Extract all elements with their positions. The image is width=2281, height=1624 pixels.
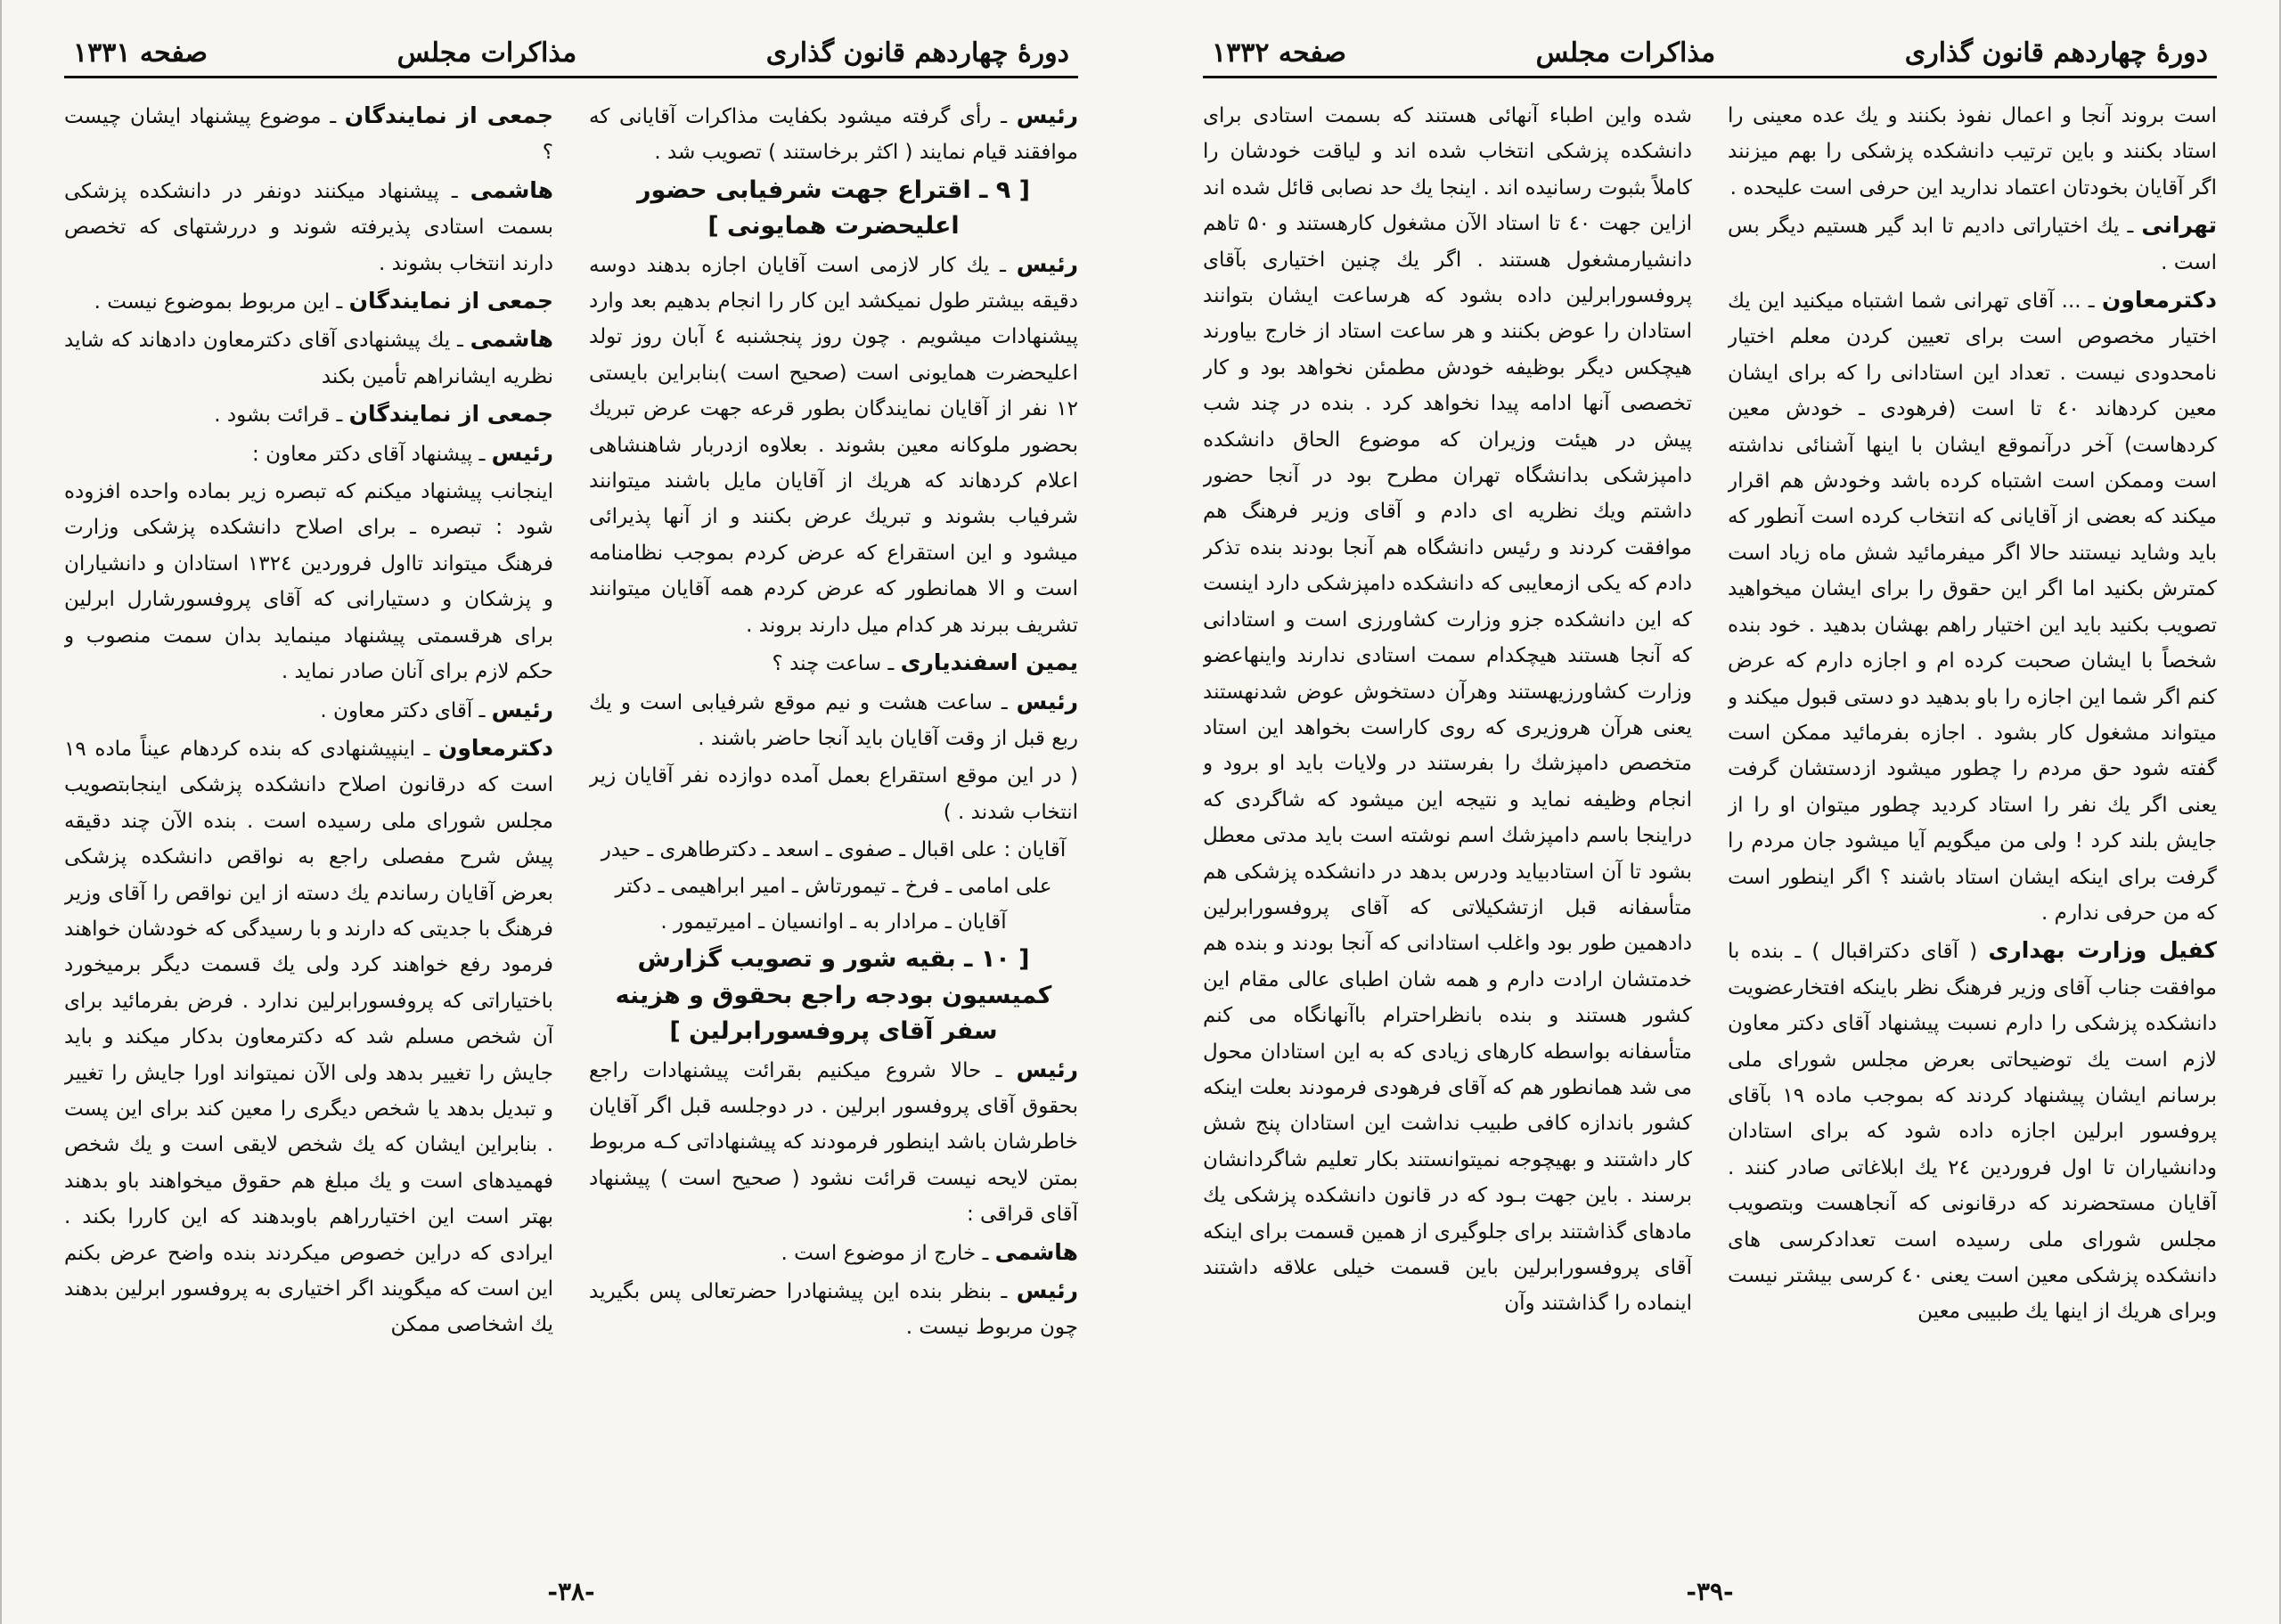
paragraph-text: ـ حالا شروع میکنیم بقرائت پیشنهادات راجع بحقوق آقای پروفسور ابرلین . در دوجلسه قبل اگر آقایان خاطرشان باشد اینطور فرمودند که پیشنهاداتی کـه مربوط بمتن لایحه نیست قرائت نشود ( صحیح است ) پیشنهاد آقای قراقی :	[589, 1058, 1078, 1227]
header-rule	[64, 76, 1078, 78]
paragraph	[1728, 282, 2217, 931]
paragraph	[64, 98, 553, 171]
paragraph	[64, 322, 553, 395]
paragraph	[589, 98, 1078, 171]
speaker-name: جمعی از نمایندگان	[344, 102, 553, 128]
paragraph	[1728, 933, 2217, 1329]
paragraph-text: ـ ساعت هشت و نیم موقع شرفیابی است و یك ربع قبل از وقت آقایان باید آنجا حاضر باشند .	[589, 690, 1078, 750]
paragraph	[1728, 98, 2217, 206]
paragraph	[589, 1273, 1078, 1346]
speaker-name: رئیس	[491, 439, 553, 466]
speaker-name: رئیس	[1016, 102, 1078, 128]
paragraph-text: ـ اینپیشنهادی که بنده کردهام عیناً ماده ۱۹ است که درقانون اصلاح دانشکده پزشکی اینجابتصویب مجلس شورای ملی رسیده است . بنده الآن چند دقیقه پیش شرح مفصلی راجع به نواقص دانشکده پزشکی بعرض آقایان رساندم یك دسته از این نواقص را آقای وزیر فرهنگ با جدیتی که دارند و با رسیدگی که خودشان خواهند فرمود رفع خواهند کرد ولی یك قسمت دیگر برمیخورد باختیاراتی که پروفسورابرلین ندارد . فرض بفرمائید برای آن شخص مسلم شد که دکترمعاون بدکار میکند و باید جایش را تغییر بدهد ولی الآن نمیتواند اورا جایش را تغییر و تبدیل بدهد یا شخص دیگری را معین کند برای این پست . بنابراین ایشان که یك شخص لایقی است و یك شخص فهمیدهای است و یك مبلغ هم حقوق میخواهند باو بدهند بهتر است این اختیارراهم باوبدهند که این کاررا بکند . ایرادی که دراین خصوص میکردند بنده واضح عرض بکنم این است که میگویند اگر اختیاری به پروفسور ابرلین بدهند یك اشخاصی ممکن	[64, 737, 553, 1337]
header-page-number: صفحه ۱۳۳۲	[1212, 37, 1347, 69]
page-header	[1203, 37, 2217, 76]
paragraph-text: ( در این موقع استقراع بعمل آمده دوازده نفر آقایان زیر انتخاب شدند . )	[589, 764, 1078, 824]
text-columns	[64, 98, 1078, 1506]
paragraph-text: ـ موضوع پیشنهاد ایشان چیست ؟	[64, 105, 553, 165]
page-footer-number: -۳۸-	[547, 1577, 595, 1606]
speaker-name: جمعی از نمایندگان	[348, 401, 553, 428]
speaker-name: تهرانی	[2141, 212, 2217, 239]
header-title: مذاکرات مجلس	[397, 37, 577, 69]
speaker-name: یمین اسفندیاری	[900, 649, 1078, 676]
paragraph-text: ( آقای دکتراقبال ) ـ بنده با موافقت جناب آقای وزیر فرهنگ نظر باینکه افتخارعضویت دانشکده پزشکی را دارم نسبت پیشنهاد آقای دکتر معاون لازم است یك توضیحاتی بعرض مجلس شورای ملی برسانم ایشان پیشنهاد کردند که بموجب ماده ۱۹ بآقای پروفسور ابرلین اجازه داده شود که برای استادان ودانشیاران تا اول فروردین ۲٤ یك ابلاغاتی صادر کنند . آقایان مستحضرند که درقانونی که آنجاهست وبتصویب مجلس شورای ملی رسیده است تعدادکرسی های دانشکده پزشکی معین است یعنی ٤۰ کرسی بیشتر نیست وبرای هریك از اینها یك طبیبی معین	[1728, 940, 2217, 1324]
speaker-name: رئیس	[1016, 1277, 1078, 1303]
paragraph-text: ـ خارج از موضوع است .	[781, 1241, 989, 1265]
paragraph-text: ـ قرائت بشود .	[214, 404, 343, 428]
page-1331	[0, 0, 1140, 1624]
paragraph-text: اینجانب پیشنهاد میکنم که تبصره زیر بماده واحده افزوده شود : تبصره ـ برای اصلاح دانشکده پزشکی وزارت فرهنگ میتواند تااول فروردین ۱۳۲٤ استادان و دانشیاران و پزشکان و دستیارانی که آقای پروفسورشارل ابرلین برای هرقسمتی پیشنهاد مینماید بدان سمت منصوب و حکم لازم برای آنان صادر نماید .	[64, 480, 553, 684]
paragraph-text: ـ بنظر بنده این پیشنهادرا حضرتعالی پس بگیرید چون مربوط نیست .	[589, 1280, 1078, 1340]
column-left	[64, 98, 553, 1506]
speaker-name: هاشمی	[994, 1238, 1078, 1265]
paragraph	[64, 692, 553, 729]
paragraph-text: ـ یك اختیاراتی دادیم تا ابد گیر هستیم دیگر بس است .	[1728, 215, 2217, 274]
paragraph	[64, 173, 553, 282]
paragraph	[64, 283, 553, 320]
header-rule	[1203, 76, 2217, 78]
paragraph	[64, 730, 553, 1343]
speaker-name: هاشمی	[470, 326, 553, 353]
paragraph	[589, 645, 1078, 681]
speaker-name: رئیس	[1016, 1056, 1078, 1082]
paragraph	[589, 758, 1078, 830]
paragraph-text: ـ رأی گرفته میشود بکفایت مذاکرات آقایانی که موافقند قیام نمایند ( اکثر برخاستند ) تصویب شد .	[589, 105, 1078, 165]
column-right	[589, 98, 1078, 1506]
header-session: دورهٔ چهاردهم قانون گذاری	[1904, 37, 2208, 69]
paragraph	[64, 474, 553, 690]
speaker-name: رئیس	[1016, 688, 1078, 714]
page-footer-number: -۳۹-	[1686, 1577, 1734, 1606]
paragraph	[64, 396, 553, 433]
paragraph-text: ـ پیشنهاد آقای دکتر معاون :	[252, 442, 486, 466]
paragraph-text: ـ ساعت چند ؟	[772, 652, 895, 676]
text-columns	[1203, 98, 2217, 1506]
paragraph-text: ـ یك كار لازمی است آقایان اجازه بدهند دوسه دقیقه بیشتر طول نمیکشد این کار را انجام بدهیم بعد وارد پیشنهادات میشویم . چون روز پنجشنبه ٤ آبان روز تولد اعلیحضرت همایونی است (صحیح است )بنابراین بایستی ۱۲ نفر از آقایان نمایندگان بطور قرعه جهت عرض تبریك بحضور ملوکانه معین بشوند . بعلاوه ازدربار شاهنشاهی اعلام کردهاند که هریك از آقایان مایل باشند میتوانند شرفیاب بشوند و تبریك عرض بکنند و از آنها پذیرائی میشود و این استقراع که عرض کردم بموجب نظامنامه است و الا همانطور که عرض کردم همه آقایان میتوانند تشریف ببرند هر کدام میل دارند بروند .	[589, 253, 1078, 637]
paragraph	[1728, 208, 2217, 281]
paragraph-text: ـ پیشنهاد میکنند دونفر در دانشکده پزشکی بسمت استادی پذیرفته شوند و دررشتهای که تخصص دارند انتخاب بشوند .	[64, 179, 553, 275]
header-page-number: صفحه ۱۳۳۱	[73, 37, 208, 69]
header-title: مذاکرات مجلس	[1535, 37, 1716, 69]
paragraph-text: ـ آقای دکتر معاون .	[320, 698, 486, 722]
section-heading: [ ۱۰ ـ بقیه شور و تصویب گزارش کمیسیون بودجه راجع بحقوق و هزینه سفر آقای پروفسورابرلین ]	[615, 945, 1052, 1046]
paragraph-text: ـ یك پیشنهادی آقای دکترمعاون دادهاند که شاید نظریه ایشانراهم تأمین بکند	[64, 329, 553, 388]
speaker-name: دکترمعاون	[2102, 287, 2217, 314]
paragraph	[589, 247, 1078, 643]
speaker-name: دکترمعاون	[438, 734, 553, 761]
paragraph	[589, 1052, 1078, 1233]
section-heading: [ ۹ ـ اقتراع جهت شرفیابی حضور اعلیحضرت همایونی ]	[637, 175, 1030, 241]
speaker-name: کفیل وزارت بهداری	[1988, 937, 2217, 964]
paragraph	[64, 436, 553, 472]
paragraph	[589, 1235, 1078, 1271]
page-header	[64, 37, 1078, 76]
column-left	[1203, 98, 1692, 1506]
paragraph	[589, 684, 1078, 757]
page-1332	[1140, 0, 2281, 1624]
speaker-name: رئیس	[491, 696, 553, 722]
paragraph-text: ـ این مربوط بموضوع نیست .	[94, 290, 343, 314]
speaker-name: رئیس	[1016, 250, 1078, 277]
column-right	[1728, 98, 2217, 1506]
paragraph-text: است بروند آنجا و اعمال نفوذ بکنند و یك عده معینی را استاد بکنند و باین ترتیب دانشکده پزشکی را بهم میزنند اگر آقایان بخودتان اعتماد ندارید این حرفی است علیحده .	[1728, 104, 2217, 200]
paragraph-text: ـ ... آقای تهرانی شما اشتباه میکنید این یك اختیار مخصوص است برای تعیین کردن معلم اختیار نامحدودی نیست . تعداد این استادانی را که برای ایشان معین کردهاند ٤۰ تا است (فرهودی ـ خودش معین کردهاست) آخر درآنموقع ایشان با اینها آشنائی نداشته است وممکن است اشتباه کرده باشد وخودش هم اقرار میکند که بعضی از آقایانی که انتخاب کرده است آنطور که باید وشاید نیستند حالا اگر میفرمائید شش ماه زیاد است کمترش بکنید اما اگر این حقوق را برای ایشان میخواهید تصویب بکنید باید این اختیار راهم بهشان بدهید . خود بنده شخصاً با ایشان صحبت کرده ام و اجازه دارم که عرض کنم اگر شما این اجازه را باو بدهید دو دستی قبول میکند و میتواند مشغول کار بشود . اجازه بفرمائید ممکن است گفته شود حق مردم را چطور میشود ازدستشان گرفت یعنی اگر یك نفر را استاد کردید چطور میتوان او را از جایش بلند کرد ! ولی من میگویم آیا میشود جان مردم را گرفت برای اینکه ایشان استاد باشند ؟ اگر اینطور است که من حرفی ندارم .	[1728, 290, 2217, 925]
speaker-name: هاشمی	[470, 176, 553, 203]
names-list: آقایان : علی اقبال ـ صفوی ـ اسعد ـ دکترطاهری ـ حیدر علی امامی ـ فرخ ـ تیمورتاش ـ امیر ابراهیمی ـ دکتر آقایان ـ مرادار به ـ اوانسیان ـ امیرتیمور .	[601, 838, 1067, 934]
speaker-name: جمعی از نمایندگان	[348, 288, 553, 314]
paragraph	[1203, 98, 1692, 1322]
paragraph-text: شده واین اطباء آنهائی هستند که بسمت استادی برای دانشکده پزشکی انتخاب شده اند و لیاقت خودشان را کاملاً بثبوت رسانیده اند . اینجا یك حد نصابی قائل شده اند ازاین جهت ٤۰ تا استاد الآن مشغول کارهستند و ۵۰ تاهم دانشیارمشغول هستند . اگر یك چنین اختیاری بآقای پروفسورابرلین داده بشود که هرساعت ایشان بتوانند استادان را عوض بکنند و هر ساعت استاد از خارج بیاورند هیچکس دیگر بوظیفه خودش مطمئن نخواهد بود و کار تخصصی آنها ادامه پیدا نخواهد کرد . بنده در چند شب پیش در هیئت وزیران که موضوع الحاق دانشکده دامپزشکی بدانشگاه تهران مطرح بود در آنجا حضور داشتم ویك نظریه ای دادم و آقای وزیر فرهنگ هم موافقت کردند و رئیس دانشگاه هم آنجا بودند بنده تذکر دادم که یکی ازمعایبی که دانشکده دامپزشکی دارد اینست که این دانشکده جزو وزارت کشاورزی است و استادانی که آنجا هستند هیچکدام سمت استادی ندارند واینهاعضو وزارت کشاورزیهستند وهرآن دستخوش عوض شدنهستند یعنی هرآن هروزیری که روی کاراست بخواهد این استاد متخصص دامپزشك را بفرستند در ولایات باید او برود و انجام وظیفه نماید و نتیجه این میشود که شاگردی که دراینجا باسم دامپزشك اسم نوشته است باید مدتی معطل بشود تا آن استادبیاید ودرس بدهد در دانشکده پزشکی هم متأسفانه قبل ازتشکیلاتی که آقای پروفسورابرلین دادهمین طور بود واغلب استادانی که آنجا بودند و بنده هم خدمتشان ارادت دارم و همه شان اطبای عالی مقام این کشور هستند و بنده بانظراحترام باآنهانگاه می کنم متأسفانه بواسطه کارهای زیادی که به این استادان محول می شد همانطور هم که آقای فرهودی فرمودند بعلت اینکه کشور باندازه کافی طبیب نداشت این استادان پنج شش کار داشتند و بهیچوجه نمیتوانستند بکار تعلیم شاگردانشان برسند . باین جهت بـود که در قانون دانشکده پزشکی یك مادهای گذاشتند برای جلوگیری از همین قسمت برای اینکه آقای پروفسورابرلین باین قسمت خیلی علاقه داشتند اینماده را گذاشتند وآن	[1203, 104, 1692, 1316]
header-session: دورهٔ چهاردهم قانون گذاری	[765, 37, 1069, 69]
